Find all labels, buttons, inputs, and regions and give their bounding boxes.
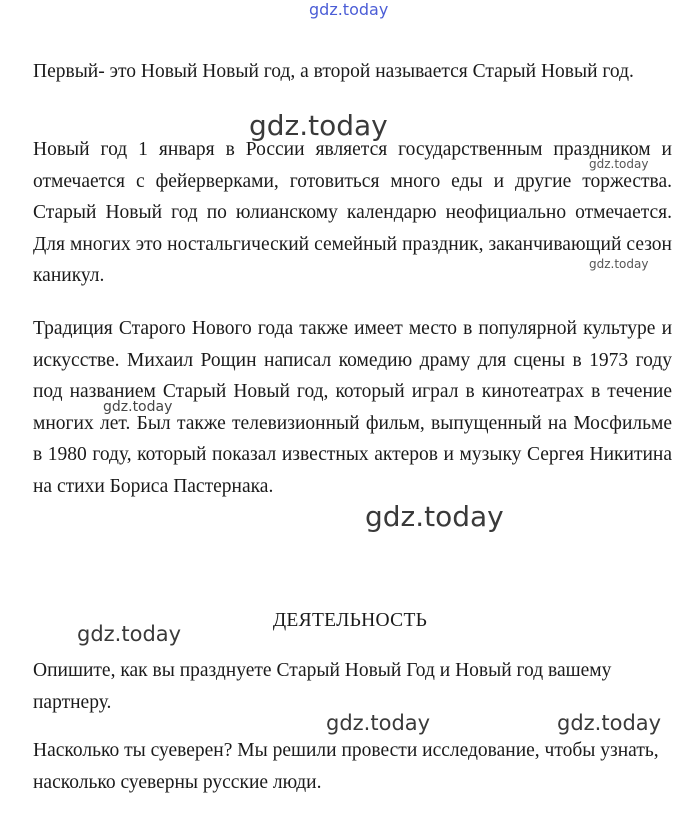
- watermark: gdz.today: [365, 500, 504, 533]
- watermark: gdz.today: [249, 109, 388, 142]
- watermark: gdz.today: [326, 711, 431, 735]
- watermark: gdz.today: [589, 257, 649, 271]
- watermark-top: gdz.today: [309, 0, 389, 19]
- paragraph-tradition: Традиция Старого Нового года также имеет место в популярной культуре и искусстве. Михаил Рощин написал комедию драму для сцены в 1973 году под названием Старый Новый год, который играл в кинотеатрах в течение многих лет. Был также телевизионный фильм, выпущенный на Мосфильме в 1980 году, который показал известных актеров и музыку Сергея Никитина на стихи Бориса Пастернака.: [33, 318, 672, 497]
- watermark: gdz.today: [557, 711, 662, 735]
- paragraph-intro: Первый- это Новый Новый год, а второй называется Старый Новый год.: [33, 61, 634, 82]
- watermark: gdz.today: [589, 157, 649, 171]
- watermark: gdz.today: [103, 399, 173, 415]
- paragraph-new-year: Новый год 1 января в России является государственным праздником и отмечается с фейерверками, готовиться много еды и другие торжества. Старый Новый год по юлианскому календарю неофициально отмечается. Для многих это ностальгический семейный праздник, заканчивающий сезон каникул.: [33, 139, 672, 286]
- paragraph-task-describe: Опишите, как вы празднуете Старый Новый Год и Новый год вашему партнеру.: [33, 660, 612, 713]
- section-heading: ДЕЯТЕЛЬНОСТЬ: [272, 610, 428, 631]
- watermark: gdz.today: [77, 622, 182, 646]
- paragraph-task-superstition: Насколько ты суеверен? Мы решили провести исследование, чтобы узнать, насколько суеверны русские люди.: [33, 740, 659, 793]
